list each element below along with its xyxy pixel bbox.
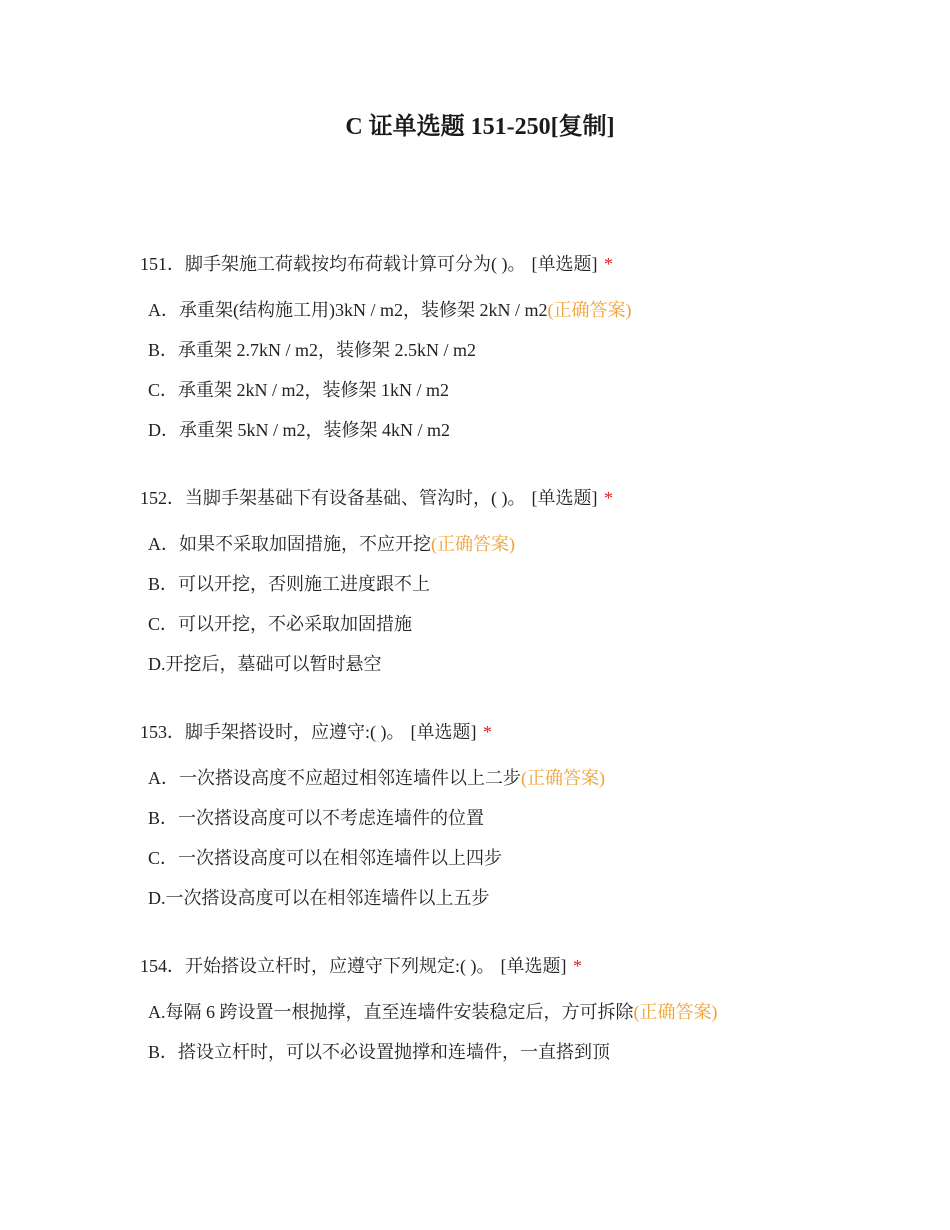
- option-a[interactable]: [148, 530, 900, 558]
- question-number: 151．: [140, 254, 185, 274]
- correct-answer-tag: (正确答案): [547, 300, 632, 320]
- required-mark: *: [604, 488, 613, 508]
- required-mark: *: [604, 254, 613, 274]
- option-text: C．一次搭设高度可以在相邻连墙件以上四步: [148, 848, 503, 868]
- question-list: [140, 250, 900, 1106]
- option-text: D．承重架 5kN / m2，装修架 4kN / m2: [148, 420, 451, 440]
- option-text: D.开挖后，墓础可以暂时悬空: [148, 654, 382, 674]
- question-text: 脚手架施工荷载按均布荷载计算可分为( )。: [185, 254, 526, 274]
- option-d[interactable]: [148, 884, 900, 912]
- question-type: [单选题]: [500, 956, 567, 976]
- option-list: [140, 530, 900, 678]
- option-text: B．搭设立杆时，可以不必设置抛撑和连墙件，一直搭到顶: [148, 1042, 611, 1062]
- option-text: A.每隔 6 跨设置一根抛撑，直至连墙件安装稳定后，方可拆除: [148, 1002, 634, 1022]
- option-b[interactable]: [148, 804, 900, 832]
- option-text: C．承重架 2kN / m2，装修架 1kN / m2: [148, 380, 450, 400]
- option-list: [140, 764, 900, 912]
- option-a[interactable]: [148, 764, 900, 792]
- title-copy: 复制: [558, 114, 607, 140]
- correct-answer-tag: (正确答案): [633, 1002, 718, 1022]
- option-c[interactable]: [148, 376, 900, 404]
- question-number: 153．: [140, 722, 185, 742]
- required-mark: *: [573, 956, 582, 976]
- option-list: [140, 998, 900, 1066]
- option-b[interactable]: [148, 570, 900, 598]
- option-text: A．如果不采取加固措施，不应开挖: [148, 534, 431, 554]
- question-stem: [140, 250, 900, 278]
- option-text: B．可以开挖，否则施工进度跟不上: [148, 574, 431, 594]
- option-c[interactable]: [148, 610, 900, 638]
- option-text: D.一次搭设高度可以在相邻连墙件以上五步: [148, 888, 490, 908]
- title-close: ]: [606, 114, 615, 140]
- question-number: 154．: [140, 956, 185, 976]
- question-type: [单选题]: [531, 254, 598, 274]
- question-text: 脚手架搭设时，应遵守:( )。: [185, 722, 405, 742]
- option-b[interactable]: [148, 1038, 900, 1066]
- question-151: [140, 250, 900, 444]
- title-range: 151-250[: [470, 114, 559, 140]
- option-c[interactable]: [148, 844, 900, 872]
- question-stem: [140, 484, 900, 512]
- correct-answer-tag: (正确答案): [431, 534, 515, 554]
- option-text: C．可以开挖，不必采取加固措施: [148, 614, 413, 634]
- option-list: [140, 296, 900, 444]
- question-text: 开始搭设立杆时，应遵守下列规定:( )。: [185, 956, 495, 976]
- option-a[interactable]: [148, 998, 900, 1026]
- option-text: B．一次搭设高度可以不考虑连墙件的位置: [148, 808, 485, 828]
- option-text: A．一次搭设高度不应超过相邻连墙件以上二步: [148, 768, 521, 788]
- option-d[interactable]: [148, 416, 900, 444]
- question-153: [140, 718, 900, 912]
- question-text: 当脚手架基础下有设备基础、管沟时，( )。: [185, 488, 526, 508]
- title-middle: 证单选题: [368, 114, 471, 140]
- question-type: [单选题]: [410, 722, 477, 742]
- option-b[interactable]: [148, 336, 900, 364]
- option-text: B．承重架 2.7kN / m2，装修架 2.5kN / m2: [148, 340, 477, 360]
- option-d[interactable]: [148, 650, 900, 678]
- question-152: [140, 484, 900, 678]
- question-stem: [140, 952, 900, 980]
- option-text: A．承重架(结构施工用)3kN / m2，装修架 2kN / m2: [148, 300, 548, 320]
- question-154: [140, 952, 900, 1066]
- question-type: [单选题]: [531, 488, 598, 508]
- question-number: 152．: [140, 488, 185, 508]
- option-a[interactable]: [148, 296, 900, 324]
- question-stem: [140, 718, 900, 746]
- required-mark: *: [483, 722, 492, 742]
- title-prefix: C: [345, 114, 369, 140]
- page-title: [0, 110, 950, 144]
- correct-answer-tag: (正确答案): [521, 768, 605, 788]
